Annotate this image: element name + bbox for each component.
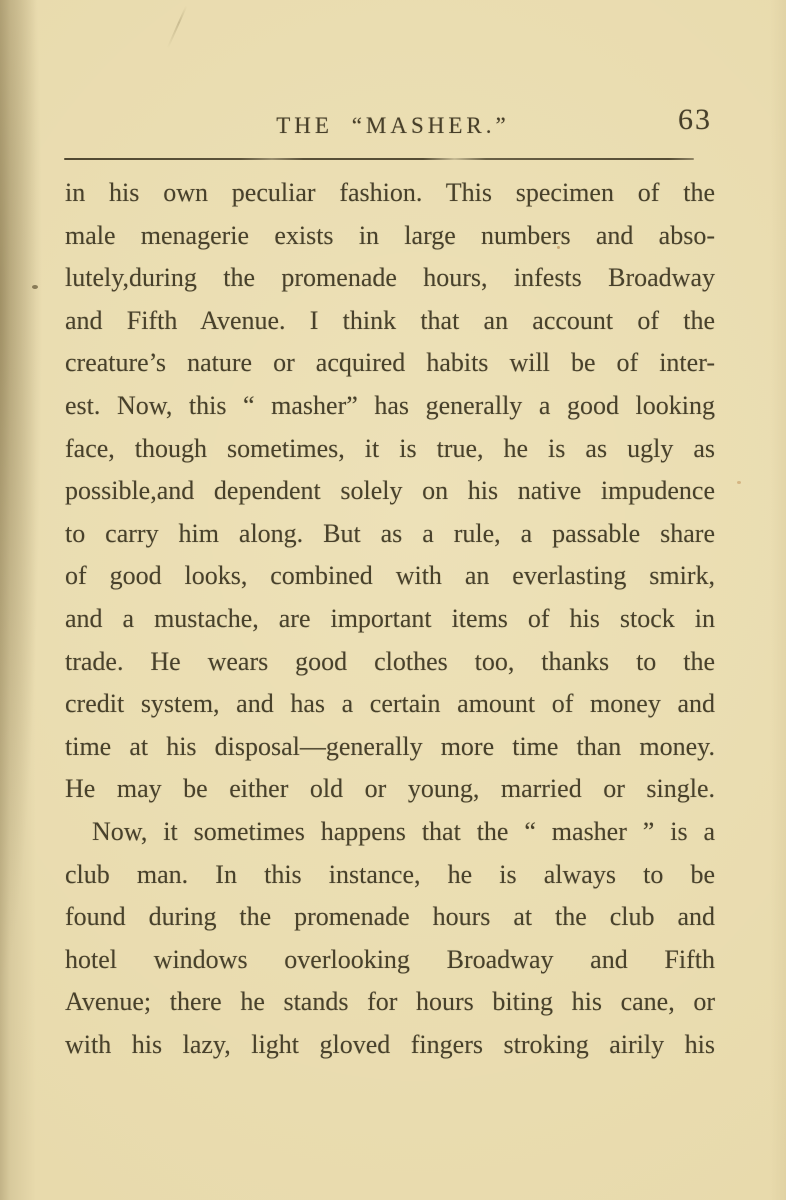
paper-scratch xyxy=(167,6,188,49)
text-line: creature’s nature or acquired habits will be of inter- xyxy=(65,348,715,378)
text-line: face, though sometimes, it is true, he is as ugly as xyxy=(65,433,715,463)
text-line: Avenue; there he stands for hours biting his cane, or xyxy=(65,987,715,1017)
text-line: He may be either old or young, married or single. xyxy=(65,774,715,804)
text-line: hotel windows overlooking Broadway and Fifth xyxy=(65,944,715,974)
paper-speck xyxy=(32,285,38,289)
running-title: THE “MASHER.” xyxy=(276,113,510,138)
text-line: found during the promenade hours at the club and xyxy=(65,902,715,932)
text-line: possible,and dependent solely on his native impudence xyxy=(65,476,715,506)
header-rule xyxy=(64,158,694,160)
text-line: time at his disposal—generally more time than money. xyxy=(65,731,715,761)
text-line: trade. He wears good clothes too, thanks to the xyxy=(65,646,715,676)
page-number: 63 xyxy=(678,103,712,136)
text-line: to carry him along. But as a rule, a passable share xyxy=(65,518,715,548)
text-line: est. Now, this “ masher” has generally a good looking xyxy=(65,390,715,420)
paper-speck xyxy=(737,481,741,484)
text-line: and Fifth Avenue. I think that an account of the xyxy=(65,305,715,335)
text-line: credit system, and has a certain amount of money and xyxy=(65,689,715,719)
text-line: of good looks, combined with an everlasting smirk, xyxy=(65,561,715,591)
text-line: male menagerie exists in large numbers and abso- xyxy=(65,220,715,250)
text-line: club man. In this instance, he is always to be xyxy=(65,859,715,889)
text-line: and a mustache, are important items of his stock in xyxy=(65,603,715,633)
text-line: in his own peculiar fashion. This specimen of the xyxy=(65,178,715,207)
page-body xyxy=(65,172,715,1066)
text-line-paragraph-start: Now, it sometimes happens that the “ masher ” is a xyxy=(92,816,715,846)
text-line: with his lazy, light gloved fingers stroking airily his xyxy=(65,1029,715,1059)
text-line: lutely,during the promenade hours, infests Broadway xyxy=(65,263,715,293)
